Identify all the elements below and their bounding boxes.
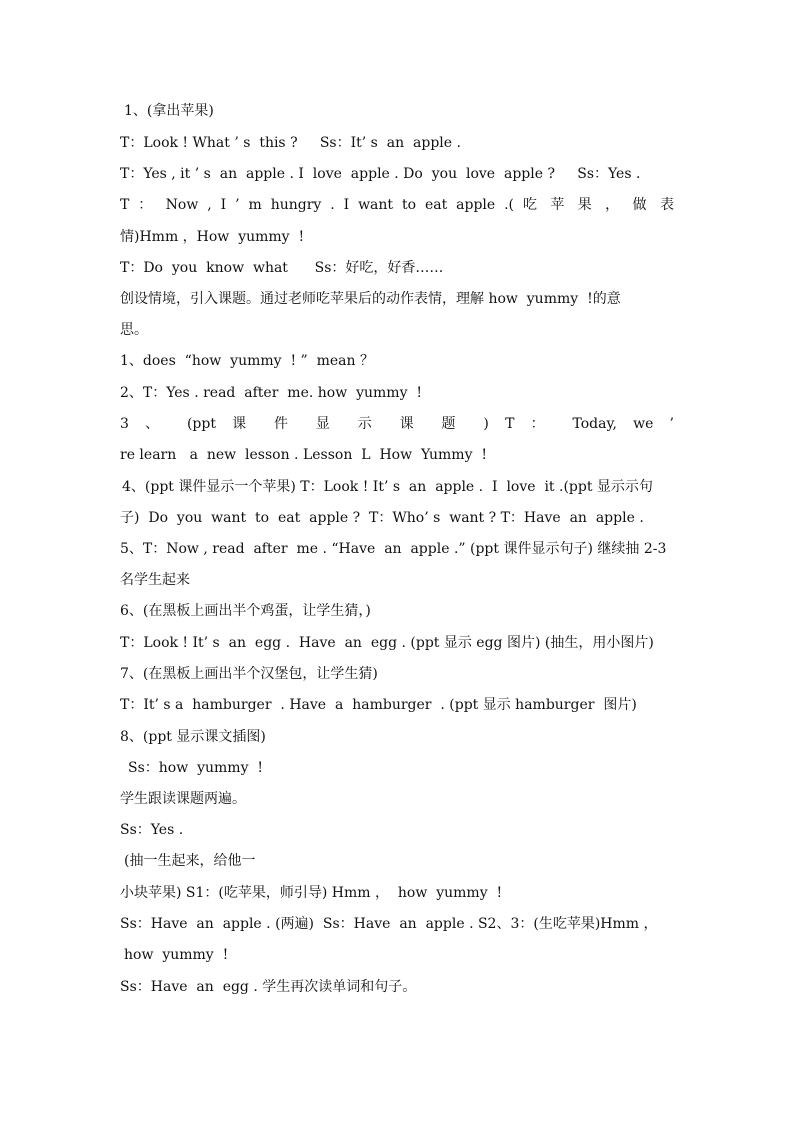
text-line-7: 创设情境，引入课题。通过老师吃苹果后的动作表情，理解 how yummy !的意 [120, 291, 621, 307]
text-line-13: 4、(ppt 课件显示一个苹果) T：Look ! It’ s an apple . I love it .(ppt 显示示句 [122, 479, 653, 495]
text-line-22: Ss：how yummy ! [128, 760, 264, 776]
text-line-14: 子) Do you want to eat apple ? T：Who’ s want ? T：Have an apple . [120, 510, 644, 526]
text-line-24: Ss：Yes . [120, 822, 184, 838]
text-line-27: Ss：Have an apple . (两遍) Ss：Have an apple . S2、3：(生吃苹果)Hmm ， [120, 916, 658, 932]
text-line-6: T：Do you know what Ss：好吃，好香…… [120, 260, 444, 276]
text-line-8: 思。 [120, 322, 148, 338]
text-line-3: T：Yes , it ’ s an apple . I love apple . Do you love apple ? Ss：Yes . [120, 166, 641, 182]
text-line-18: T：Look ! It’ s an egg . Have an egg . (ppt 显示 egg 图片) (抽生，用小图片) [120, 635, 654, 651]
text-line-10: 2、T：Yes . read after me. how yummy ! [120, 385, 423, 401]
text-line-1: 1、(拿出苹果) [124, 103, 214, 119]
text-line-29: Ss：Have an egg . 学生再次读单词和句子。 [120, 979, 417, 995]
text-line-25: (抽一生起来，给他一 [124, 853, 256, 869]
text-line-5: 情)Hmm ，How yummy ! [120, 229, 305, 245]
text-line-19: 7、(在黑板上画出半个汉堡包，让学生猜) [120, 666, 378, 682]
text-line-15: 5、T：Now , read after me . “Have an apple .” (ppt 课件显示句子) 继续抽 2-3 [120, 541, 667, 557]
text-line-12: re learn a new lesson . Lesson L How Yummy ! [120, 447, 488, 463]
text-line-23: 学生跟读课题两遍。 [120, 791, 246, 807]
text-line-11: 3 、 (ppt 课 件 显 示 课 题 ) T ： Today, we ’ [120, 416, 674, 432]
text-line-21: 8、(ppt 显示课文插图) [120, 729, 266, 745]
text-line-16: 名学生起来 [120, 572, 190, 588]
text-line-28: how yummy ! [124, 947, 229, 963]
text-line-20: T：It’ s a hamburger . Have a hamburger . (ppt 显示 hamburger 图片) [120, 697, 637, 713]
text-line-2: T：Look ! What ’ s this ? Ss：It’ s an apple . [120, 135, 461, 151]
text-line-9: 1、does “how yummy ! ” mean ？ [120, 353, 374, 369]
text-line-17: 6、(在黑板上画出半个鸡蛋，让学生猜，) [120, 603, 371, 619]
text-line-4: T ： Now , I ’ m hungry . I want to eat apple .( 吃 苹 果 ， 做 表 [120, 197, 674, 213]
text-line-26: 小块苹果) S1：(吃苹果，师引导) Hmm ， how yummy ! [120, 885, 503, 901]
